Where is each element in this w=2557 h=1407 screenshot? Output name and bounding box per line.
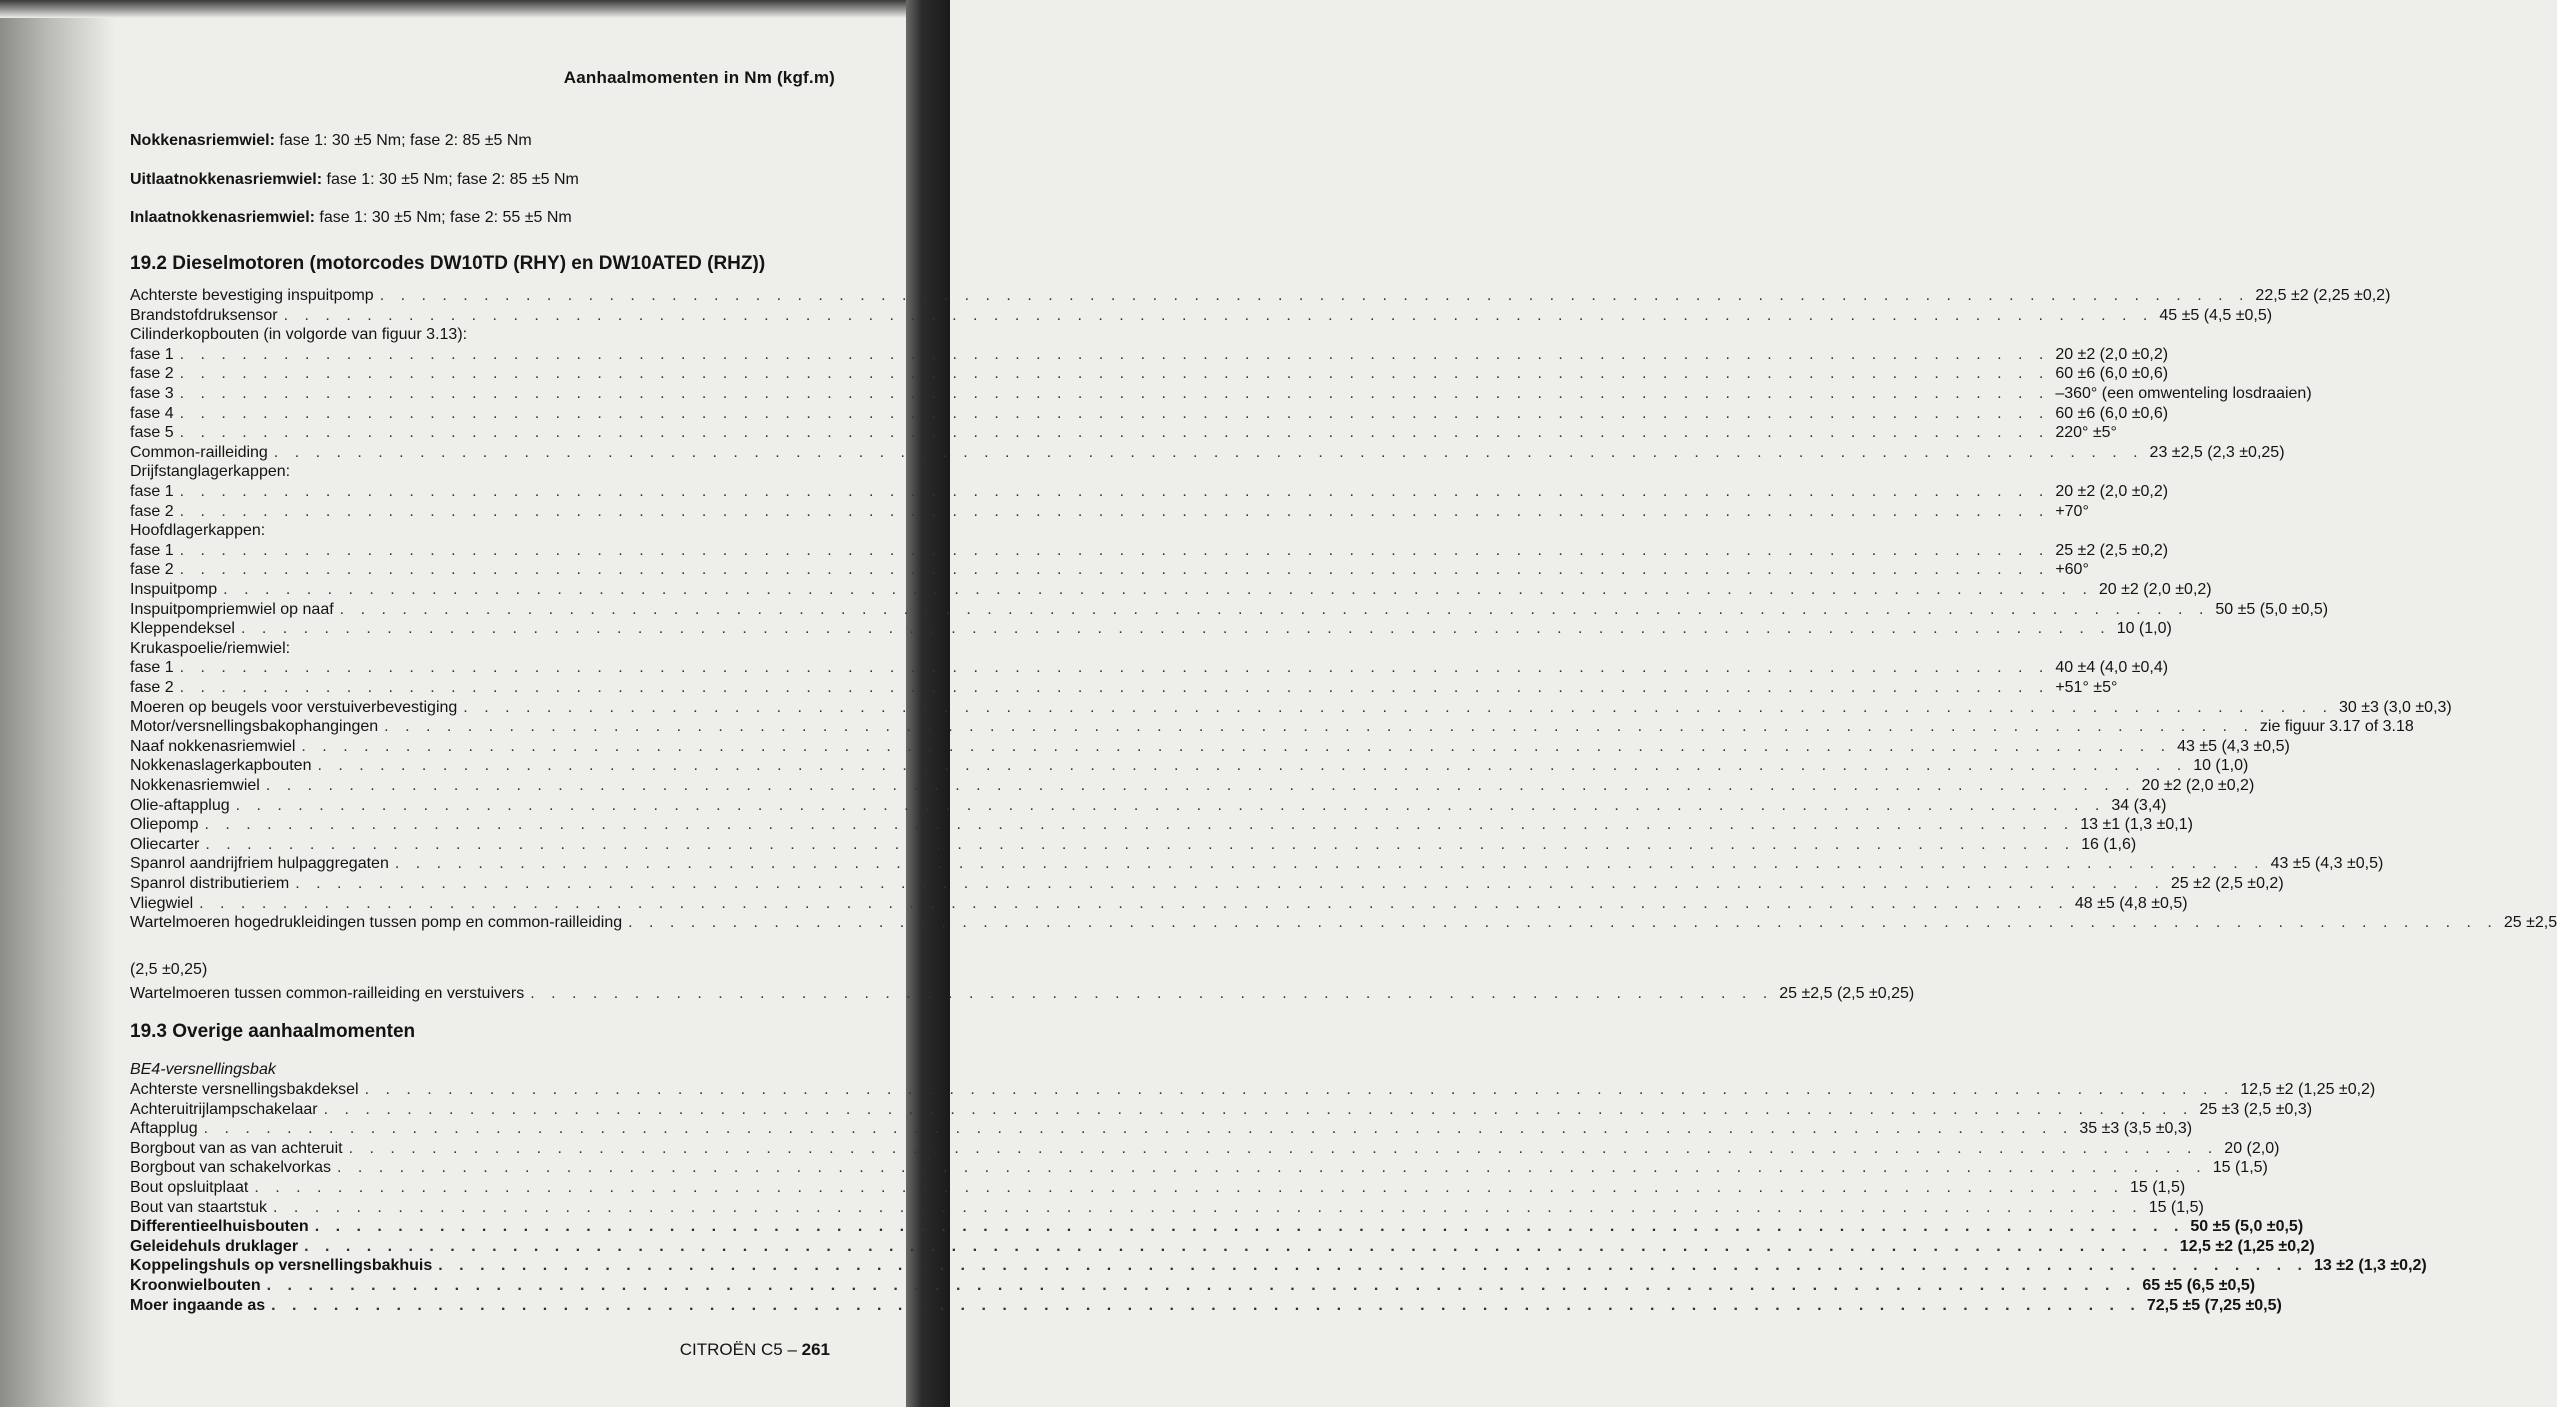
torque-row — [130, 1296, 2282, 1316]
torque-row — [130, 286, 2391, 306]
torque-value: 10 (1,0) — [2193, 757, 2249, 775]
torque-label: Wartelmoeren tussen common-railleiding en verstuivers — [130, 985, 525, 1002]
leader-dots: . . . . . . . . . . . . . . . . . . . . . . . . . . . . . . . . . . . . . . . . . . . . . . . . . . . . . . . . . . . . . . . . . . . . . . . . . . . . . . . . . . . . . . . . . . — [240, 620, 2111, 638]
torque-label: Wartelmoeren hogedrukleidingen tussen pomp en common-railleiding — [130, 914, 623, 932]
torque-value: 60 ±6 (6,0 ±0,6) — [2055, 404, 2169, 422]
intro-label: Nokkenasriemwiel: — [130, 132, 275, 149]
torque-label: Common-railleiding — [130, 443, 268, 461]
leader-dots: . . . . . . . . . . . . . . . . . . . . . . . . . . . . . . . . . . . . . . . . . . . . . . . . . . . . . . . . . . . . . . . . . . . . . . . . . . . . . . . . . . . . . . . . . . — [223, 581, 2093, 598]
torque-row — [130, 874, 2284, 894]
torque-label: Drijfstanglagerkappen: — [130, 463, 291, 481]
torque-label: Differentieelhuisbouten — [130, 1218, 309, 1236]
torque-row — [130, 443, 2285, 463]
leader-dots: . . . . . . . . . . . . . . . . . . . . . . . . . . . . . . . . . . . . . . . . . . . . . . . . . . . . . . . . . . . . . . . . . . . . . . . . . . . . . . . . . . . . . . . . . . — [304, 1237, 2174, 1255]
torque-row — [130, 1119, 2193, 1139]
torque-row — [130, 619, 2172, 639]
torque-label: Bout opsluitplaat — [130, 1179, 249, 1196]
torque-value: 10 (1,0) — [2116, 620, 2172, 638]
torque-value: +70° — [2055, 502, 2089, 520]
torque-label: Moer ingaande as — [130, 1296, 266, 1314]
torque-row — [130, 1256, 2427, 1276]
page-number: 261 — [801, 1340, 830, 1359]
intro-label: Uitlaatnokkenasriemwiel: — [130, 171, 323, 188]
torque-label: fase 4 — [130, 404, 174, 422]
leader-dots: . . . . . . . . . . . . . . . . . . . . . . . . . . . . . . . . . . . . . . . . . . . . . . . . . . . . . . . . . . . . — [530, 985, 1774, 1002]
torque-row — [130, 1198, 2204, 1218]
torque-value: zie figuur 3.17 of 3.18 — [2259, 718, 2414, 736]
torque-value: 13 ±1 (1,3 ±0,1) — [2080, 816, 2193, 834]
torque-label: Spanrol aandrijfriem hulpaggregaten — [130, 855, 389, 873]
torque-value: 72,5 ±5 (7,25 ±0,5) — [2146, 1296, 2282, 1314]
footer-dash: – — [782, 1340, 802, 1359]
leader-dots: . . . . . . . . . . . . . . . . . . . . . . . . . . . . . . . . . . . . . . . . . . . . . . . . . . . . . . . . . . . . . . . . . . . . . . . . . . . . . . . . . . . . . . . . . . — [314, 1218, 2185, 1236]
torque-label: Borgbout van schakelvorkas — [130, 1159, 331, 1177]
torque-value: +60° — [2055, 561, 2089, 579]
torque-label: Achterste versnellingsbakdeksel — [130, 1081, 359, 1098]
leader-dots: . . . . . . . . . . . . . . . . . . . . . . . . . . . . . . . . . . . . . . . . . . . . . . . . . . . . . . . . . . . . . . . . . . . . . . . . . . . . . . . . . . . . . . . . . . — [317, 757, 2188, 775]
torque-label: fase 3 — [130, 385, 174, 402]
torque-row — [130, 1276, 2256, 1296]
torque-label: Hoofdlagerkappen: — [130, 522, 266, 540]
leader-dots: . . . . . . . . . . . . . . . . . . . . . . . . . . . . . . . . . . . . . . . . . . . . . . . . . . . . . . . . . . . . . . . . . . . . . . . . . . . . . . . . . . . . . . . . . . — [254, 1179, 2125, 1196]
torque-row — [130, 1217, 2304, 1237]
leader-dots: . . . . . . . . . . . . . . . . . . . . . . . . . . . . . . . . . . . . . . . . . . . . . . . . . . . . . . . . . . . . . . . . . . . . . . . . . . . . . . . . . . . . . . . . . . — [295, 875, 2165, 892]
torque-row — [130, 658, 2169, 678]
torque-label: Motor/versnellingsbakophangingen — [130, 718, 379, 736]
torque-value: 45 ±5 (4,5 ±0,5) — [2159, 306, 2273, 324]
torque-row — [130, 639, 833, 659]
leader-dots: . . . . . . . . . . . . . . . . . . . . . . . . . . . . . . . . . . . . . . . . . . . . . . . . . . . . . . . . . . . . . . . . . . . . . . . . . . . . . . . . . . . . . . . . . . — [179, 385, 2050, 402]
leader-dots: . . . . . . . . . . . . . . . . . . . . . . . . . . . . . . . . . . . . . . . . . . . . . . . . . . . . . . . . . . . . . . . . . . . . . . . . . . . . . . . . . . . . . . . . . . — [273, 443, 2144, 461]
torque-row — [130, 423, 2117, 443]
torque-row — [130, 1080, 2376, 1100]
torque-label: fase 1 — [130, 541, 174, 559]
leader-dots: . . . . . . . . . . . . . . . . . . . . . . . . . . . . . . . . . . . . . . . . . . . . . . . . . . . . . . . . . . . . . . . . . . . . . . . . . . . . . . . . . . . . . . . . . . — [179, 404, 2050, 422]
torque-value: 25 ±2 (2,5 ±0,2) — [2055, 541, 2169, 559]
torque-label: Kleppendeksel — [130, 620, 235, 638]
leader-dots: . . . . . . . . . . . . . . . . . . . . . . . . . . . . . . . . . . . . . . . . . . . . . . . . . . . . . . . . . . . . . . . . . . . . . . . . . . . . . . . . . . . . . . . . . . — [271, 1296, 2141, 1314]
torque-label: Kroonwielbouten — [130, 1277, 261, 1294]
torque-value: 15 (1,5) — [2130, 1179, 2186, 1196]
leader-dots: . . . . . . . . . . . . . . . . . . . . . . . . . . . . . . . . . . . . . . . . . . . . . . . . . . . . . . . . . . . . . . . . . . . . . . . . . . . . . . . . . . . . . . . . . . — [179, 502, 2050, 520]
torque-label: Moeren op beugels voor verstuiverbevestiging — [130, 698, 458, 716]
section-title-19-2: 19.2 Dieselmotoren (motorcodes DW10TD (RHY) en DW10ATED (RHZ)) — [130, 253, 766, 274]
leader-dots: . . . . . . . . . . . . . . . . . . . . . . . . . . . . . . . . . . . . . . . . . . . . . . . . . . . . . . . . . . . . . . . . . . . . . . . . . . . . . . . . . . . . . . . . . . — [204, 816, 2075, 834]
torque-value: 48 ±5 (4,8 ±0,5) — [2074, 894, 2188, 912]
torque-value: 220° ±5° — [2055, 424, 2117, 442]
leader-dots: . . . . . . . . . . . . . . . . . . . . . . . . . . . . . . . . . . . . . . . . . . . . . . . . . . . . . . . . . . . . . . . . . . . . . . . . . . . . . . . . . . . . . . . . . . — [379, 287, 2250, 304]
torque-value: 23 ±2,5 (2,3 ±0,25) — [2149, 443, 2285, 461]
torque-label: Oliepomp — [130, 816, 199, 834]
torque-value: 50 ±5 (5,0 ±0,5) — [2215, 600, 2329, 618]
torque-row — [130, 815, 2193, 835]
torque-row — [130, 737, 2290, 757]
torque-value: 65 ±5 (6,5 ±0,5) — [2142, 1277, 2256, 1294]
leader-dots: . . . . . . . . . . . . . . . . . . . . . . . . . . . . . . . . . . . . . . . . . . . . . . . . . . . . . . . . . . . . . . . . . . . . . . . . . . . . . . . . . . . . . . . . . . — [199, 894, 2069, 912]
intro-line — [130, 209, 572, 227]
leader-dots: . . . . . . . . . . . . . . . . . . . . . . . . . . . . . . . . . . . . . . . . . . . . . . . . . . . . . . . . . . . . . . . . . . . . . . . . . . . . . . . . . . . . . . . . . . — [628, 914, 2498, 932]
torque-label: Olie-aftapplug — [130, 796, 230, 814]
torque-row — [130, 894, 2188, 914]
torque-row — [130, 364, 2169, 384]
leader-dots: . . . . . . . . . . . . . . . . . . . . . . . . . . . . . . . . . . . . . . . . . . . . . . . . . . . . . . . . . . . . . . . . . . . . . . . . . . . . . . . . . . . . . . . . . . — [337, 1159, 2207, 1177]
torque-value: 20 ±2 (2,0 ±0,2) — [2055, 483, 2169, 500]
torque-label: Spanrol distributieriem — [130, 875, 290, 892]
torque-row — [130, 404, 2169, 424]
torque-row — [130, 1158, 2268, 1178]
torque-row — [130, 796, 2167, 816]
torque-value: 30 ±3 (3,0 ±0,3) — [2339, 698, 2452, 716]
leader-dots: . . . . . . . . . . . . . . . . . . . . . . . . . . . . . . . . . . . . . . . . . . . . . . . . . . . . . . . . . . . . . . . . . . . . . . . . . . . . . . . . . . . . . . . . . . — [179, 345, 2050, 363]
torque-row — [130, 306, 2273, 326]
leader-dots: . . . . . . . . . . . . . . . . . . . . . . . . . . . . . . . . . . . . . . . . . . . . . . . . . . . . . . . . . . . . . . . . . . . . . . . . . . . . . . . . . . . . . . . . . . — [384, 718, 2254, 736]
leader-dots: . . . . . . . . . . . . . . . . . . . . . . . . . . . . . . . . . . . . . . . . . . . . . . . . . . . . . . . . . . . . . . . . . . . . . . . . . . . . . . . . . . . . . . . . . . — [301, 737, 2172, 755]
torque-label: fase 2 — [130, 679, 174, 696]
torque-row — [130, 541, 2169, 561]
torque-value: 25 ±2 (2,5 ±0,2) — [2170, 875, 2284, 892]
torque-value: 20 ±2 (2,0 ±0,2) — [2055, 345, 2169, 363]
torque-row — [130, 482, 2169, 502]
torque-label: Vliegwiel — [130, 894, 194, 912]
leader-dots: . . . . . . . . . . . . . . . . . . . . . . . . . . . . . . . . . . . . . . . . . . . . . . . . . . . . . . . . . . . . . . . . . . . . . . . . . . . . . . . . . . . . . . . . . . — [272, 1198, 2143, 1216]
torque-value: +51° ±5° — [2055, 679, 2118, 696]
leader-dots: . . . . . . . . . . . . . . . . . . . . . . . . . . . . . . . . . . . . . . . . . . . . . . . . . . . . . . . . . . . . . . . . . . . . . . . . . . . . . . . . . . . . . . . . . . — [179, 561, 2050, 579]
section-title-19-3: 19.3 Overige aanhaalmomenten — [130, 1021, 416, 1042]
torque-label: fase 1 — [130, 345, 174, 363]
torque-row — [130, 384, 2312, 404]
torque-label: fase 2 — [130, 502, 174, 520]
torque-row — [130, 580, 2212, 600]
intro-line — [130, 132, 532, 150]
torque-value: 34 (3,4) — [2111, 796, 2167, 814]
leader-dots: . . . . . . . . . . . . . . . . . . . . . . . . . . . . . . . . . . . . . . . . . . . . . . . . . . . . . . . . . . . . . . . . . . . . . . . . . . . . . . . . . . . . . . . . . . — [364, 1081, 2235, 1098]
leader-dots: . . . . . . . . . . . . . . . . . . . . . . . . . . . . . . . . . . . . . . . . . . . . . . . . . . . . . . . . . . . . . . . . . . . . . . . . . . . . . . . . . . . . . . . . . . — [179, 679, 2050, 696]
leader-dots: . . . . . . . . . . . . . . . . . . . . . . . . . . . . . . . . . . . . . . . . . . . . . . . . . . . . . . . . . . . . . . . . . . . . . . . . . . . . . . . . . . . . . . . . . . — [203, 1120, 2074, 1138]
leader-dots: . . . . . . . . . . . . . . . . . . . . . . . . . . . . . . . . . . . . . . . . . . . . . . . . . . . . . . . . . . . . . . . . . . . . . . . . . . . . . . . . . . . . . . . . . . — [463, 698, 2334, 716]
leader-dots: . . . . . . . . . . . . . . . . . . . . . . . . . . . . . . . . . . . . . . . . . . . . . . . . . . . . . . . . . . . . . . . . . . . . . . . . . . . . . . . . . . . . . . . . . . — [339, 600, 2210, 618]
torque-row — [130, 560, 2089, 580]
torque-value: 15 (1,5) — [2212, 1159, 2268, 1177]
torque-value: 25 ±2,5 (2,5 ±0,25) — [1779, 985, 1915, 1002]
torque-value: 12,5 ±2 (1,25 ±0,2) — [2240, 1081, 2376, 1098]
page-shadow-top — [0, 0, 950, 18]
subsection-title: BE4-versnellingsbak — [130, 1061, 276, 1078]
torque-row — [130, 1237, 2315, 1257]
leader-dots: . . . . . . . . . . . . . . . . . . . . . . . . . . . . . . . . . . . . . . . . . . . . . . . . . . . . . . . . . . . . . . . . . . . . . . . . . . . . . . . . . . . . . . . . . . — [179, 483, 2050, 500]
torque-label: Nokkenasriemwiel — [130, 777, 260, 794]
torque-row — [130, 835, 2137, 855]
leader-dots: . . . . . . . . . . . . . . . . . . . . . . . . . . . . . . . . . . . . . . . . . . . . . . . . . . . . . . . . . . . . . . . . . . . . . . . . . . . . . . . . . . . . . . . . . . — [348, 1139, 2219, 1157]
torque-value: 15 (1,5) — [2148, 1198, 2204, 1216]
torque-value: 35 ±3 (3,5 ±0,3) — [2079, 1120, 2193, 1138]
torque-label: fase 2 — [130, 365, 174, 383]
torque-value: 25 ±2,5 — [2503, 914, 2557, 932]
torque-row — [130, 698, 2452, 718]
torque-value: 20 ±2 (2,0 ±0,2) — [2098, 581, 2212, 598]
torque-value: 20 ±2 (2,0 ±0,2) — [2141, 777, 2255, 794]
torque-value: 43 ±5 (4,3 ±0,5) — [2270, 855, 2384, 873]
torque-label: Oliecarter — [130, 835, 200, 853]
torque-row — [130, 717, 2414, 737]
torque-row — [130, 678, 2118, 698]
torque-value: –360° (een omwenteling losdraaien) — [2055, 385, 2312, 402]
page-footer — [680, 1340, 830, 1360]
torque-label: Aftapplug — [130, 1120, 198, 1138]
torque-label: Cilinderkopbouten (in volgorde van figuur 3.13): — [130, 326, 468, 344]
torque-value: 50 ±5 (5,0 ±0,5) — [2190, 1218, 2304, 1236]
leader-dots: . . . . . . . . . . . . . . . . . . . . . . . . . . . . . . . . . . . . . . . . . . . . . . . . . . . . . . . . . . . . . . . . . . . . . . . . . . . . . . . . . . . . . . . . . . — [235, 796, 2106, 814]
torque-row — [130, 345, 2169, 365]
torque-value: 13 ±2 (1,3 ±0,2) — [2314, 1257, 2427, 1275]
torque-row — [130, 1100, 2313, 1120]
torque-value: 43 ±5 (4,3 ±0,5) — [2177, 737, 2290, 755]
torque-label: Krukaspoelie/riemwiel: — [130, 639, 291, 657]
leader-dots: . . . . . . . . . . . . . . . . . . . . . . . . . . . . . . . . . . . . . . . . . . . . . . . . . . . . . . . . . . . . . . . . . . . . . . . . . . . . . . . . . . . . . . . . . . — [394, 855, 2265, 873]
running-header: Aanhaalmomenten in Nm (kgf.m) — [563, 68, 835, 87]
torque-row — [130, 854, 2384, 874]
leader-dots: . . . . . . . . . . . . . . . . . . . . . . . . . . . . . . . . . . . . . . . . . . . . . . . . . . . . . . . . . . . . . . . . . . . . . . . . . . . . . . . . . . . . . . . . . . — [179, 365, 2050, 383]
torque-row — [130, 1139, 2280, 1159]
intro-label: Inlaatnokkenasriemwiel: — [130, 209, 315, 226]
leader-dots: . . . . . . . . . . . . . . . . . . . . . . . . . . . . . . . . . . . . . . . . . . . . . . . . . . . . . . . . . . . . . . . . . . . . . . . . . . . . . . . . . . . . . . . . . . — [179, 424, 2050, 442]
torque-label: Bout van staartstuk — [130, 1198, 267, 1216]
torque-label: Inspuitpomp — [130, 581, 218, 598]
torque-row — [130, 462, 833, 482]
intro-text: fase 1: 30 ±5 Nm; fase 2: 55 ±5 Nm — [314, 209, 572, 226]
torque-label: fase 1 — [130, 659, 174, 677]
torque-label: Brandstofdruksensor — [130, 306, 278, 324]
intro-text: fase 1: 30 ±5 Nm; fase 2: 85 ±5 Nm — [322, 171, 579, 188]
torque-row — [130, 1178, 2186, 1198]
leader-dots: . . . . . . . . . . . . . . . . . . . . . . . . . . . . . . . . . . . . . . . . . . . . . . . . . . . . . . . . . . . . . . . . . . . . . . . . . . . . . . . . . . . . . . . . . . — [205, 835, 2076, 853]
torque-label: Nokkenaslagerkapbouten — [130, 757, 312, 775]
torque-value: 40 ±4 (4,0 ±0,4) — [2055, 659, 2169, 677]
torque-row — [130, 776, 2255, 796]
torque-value: 12,5 ±2 (1,25 ±0,2) — [2179, 1237, 2315, 1255]
torque-value: 22,5 ±2 (2,25 ±0,2) — [2255, 287, 2391, 304]
torque-label: Borgbout van as van achteruit — [130, 1139, 343, 1157]
torque-row — [130, 502, 2089, 522]
torque-value: 25 ±3 (2,5 ±0,3) — [2199, 1100, 2313, 1118]
torque-label: fase 1 — [130, 483, 174, 500]
torque-row — [130, 984, 1915, 1004]
torque-label: Koppelingshuls op versnellingsbakhuis — [130, 1257, 433, 1275]
torque-label: fase 5 — [130, 424, 174, 442]
torque-row — [130, 325, 833, 345]
intro-line — [130, 171, 579, 189]
torque-label: Naaf nokkenasriemwiel — [130, 737, 296, 755]
wrapped-value: (2,5 ±0,25) — [130, 961, 208, 978]
torque-label: fase 2 — [130, 561, 174, 579]
leader-dots: . . . . . . . . . . . . . . . . . . . . . . . . . . . . . . . . . . . . . . . . . . . . . . . . . . . . . . . . . . . . . . . . . . . . . . . . . . . . . . . . . . . . . . . . . . — [266, 1277, 2137, 1294]
leader-dots: . . . . . . . . . . . . . . . . . . . . . . . . . . . . . . . . . . . . . . . . . . . . . . . . . . . . . . . . . . . . . . . . . . . . . . . . . . . . . . . . . . . . . . . . . . — [179, 541, 2050, 559]
intro-text: fase 1: 30 ±5 Nm; fase 2: 85 ±5 Nm — [274, 132, 532, 149]
page-shadow-left — [0, 0, 115, 1407]
leader-dots: . . . . . . . . . . . . . . . . . . . . . . . . . . . . . . . . . . . . . . . . . . . . . . . . . . . . . . . . . . . . . . . . . . . . . . . . . . . . . . . . . . . . . . . . . . — [265, 777, 2136, 794]
torque-row — [130, 756, 2249, 776]
leader-dots: . . . . . . . . . . . . . . . . . . . . . . . . . . . . . . . . . . . . . . . . . . . . . . . . . . . . . . . . . . . . . . . . . . . . . . . . . . . . . . . . . . . . . . . . . . — [438, 1257, 2308, 1275]
torque-value: 60 ±6 (6,0 ±0,6) — [2055, 365, 2169, 383]
torque-label: Inspuitpompriemwiel op naaf — [130, 600, 334, 618]
leader-dots: . . . . . . . . . . . . . . . . . . . . . . . . . . . . . . . . . . . . . . . . . . . . . . . . . . . . . . . . . . . . . . . . . . . . . . . . . . . . . . . . . . . . . . . . . . — [179, 659, 2050, 677]
torque-label: Achteruitrijlampschakelaar — [130, 1100, 318, 1118]
leader-dots: . . . . . . . . . . . . . . . . . . . . . . . . . . . . . . . . . . . . . . . . . . . . . . . . . . . . . . . . . . . . . . . . . . . . . . . . . . . . . . . . . . . . . . . . . . — [323, 1100, 2194, 1118]
torque-value: 20 (2,0) — [2224, 1139, 2280, 1157]
torque-label: Achterste bevestiging inspuitpomp — [130, 287, 374, 304]
footer-brand: CITROËN C5 — [679, 1340, 783, 1359]
torque-row — [130, 600, 2329, 620]
torque-label: Geleidehuls druklager — [130, 1237, 299, 1255]
leader-dots: . . . . . . . . . . . . . . . . . . . . . . . . . . . . . . . . . . . . . . . . . . . . . . . . . . . . . . . . . . . . . . . . . . . . . . . . . . . . . . . . . . . . . . . . . . — [283, 306, 2154, 324]
torque-value: 16 (1,6) — [2081, 835, 2137, 853]
torque-row — [130, 521, 833, 541]
torque-row — [130, 913, 2557, 933]
